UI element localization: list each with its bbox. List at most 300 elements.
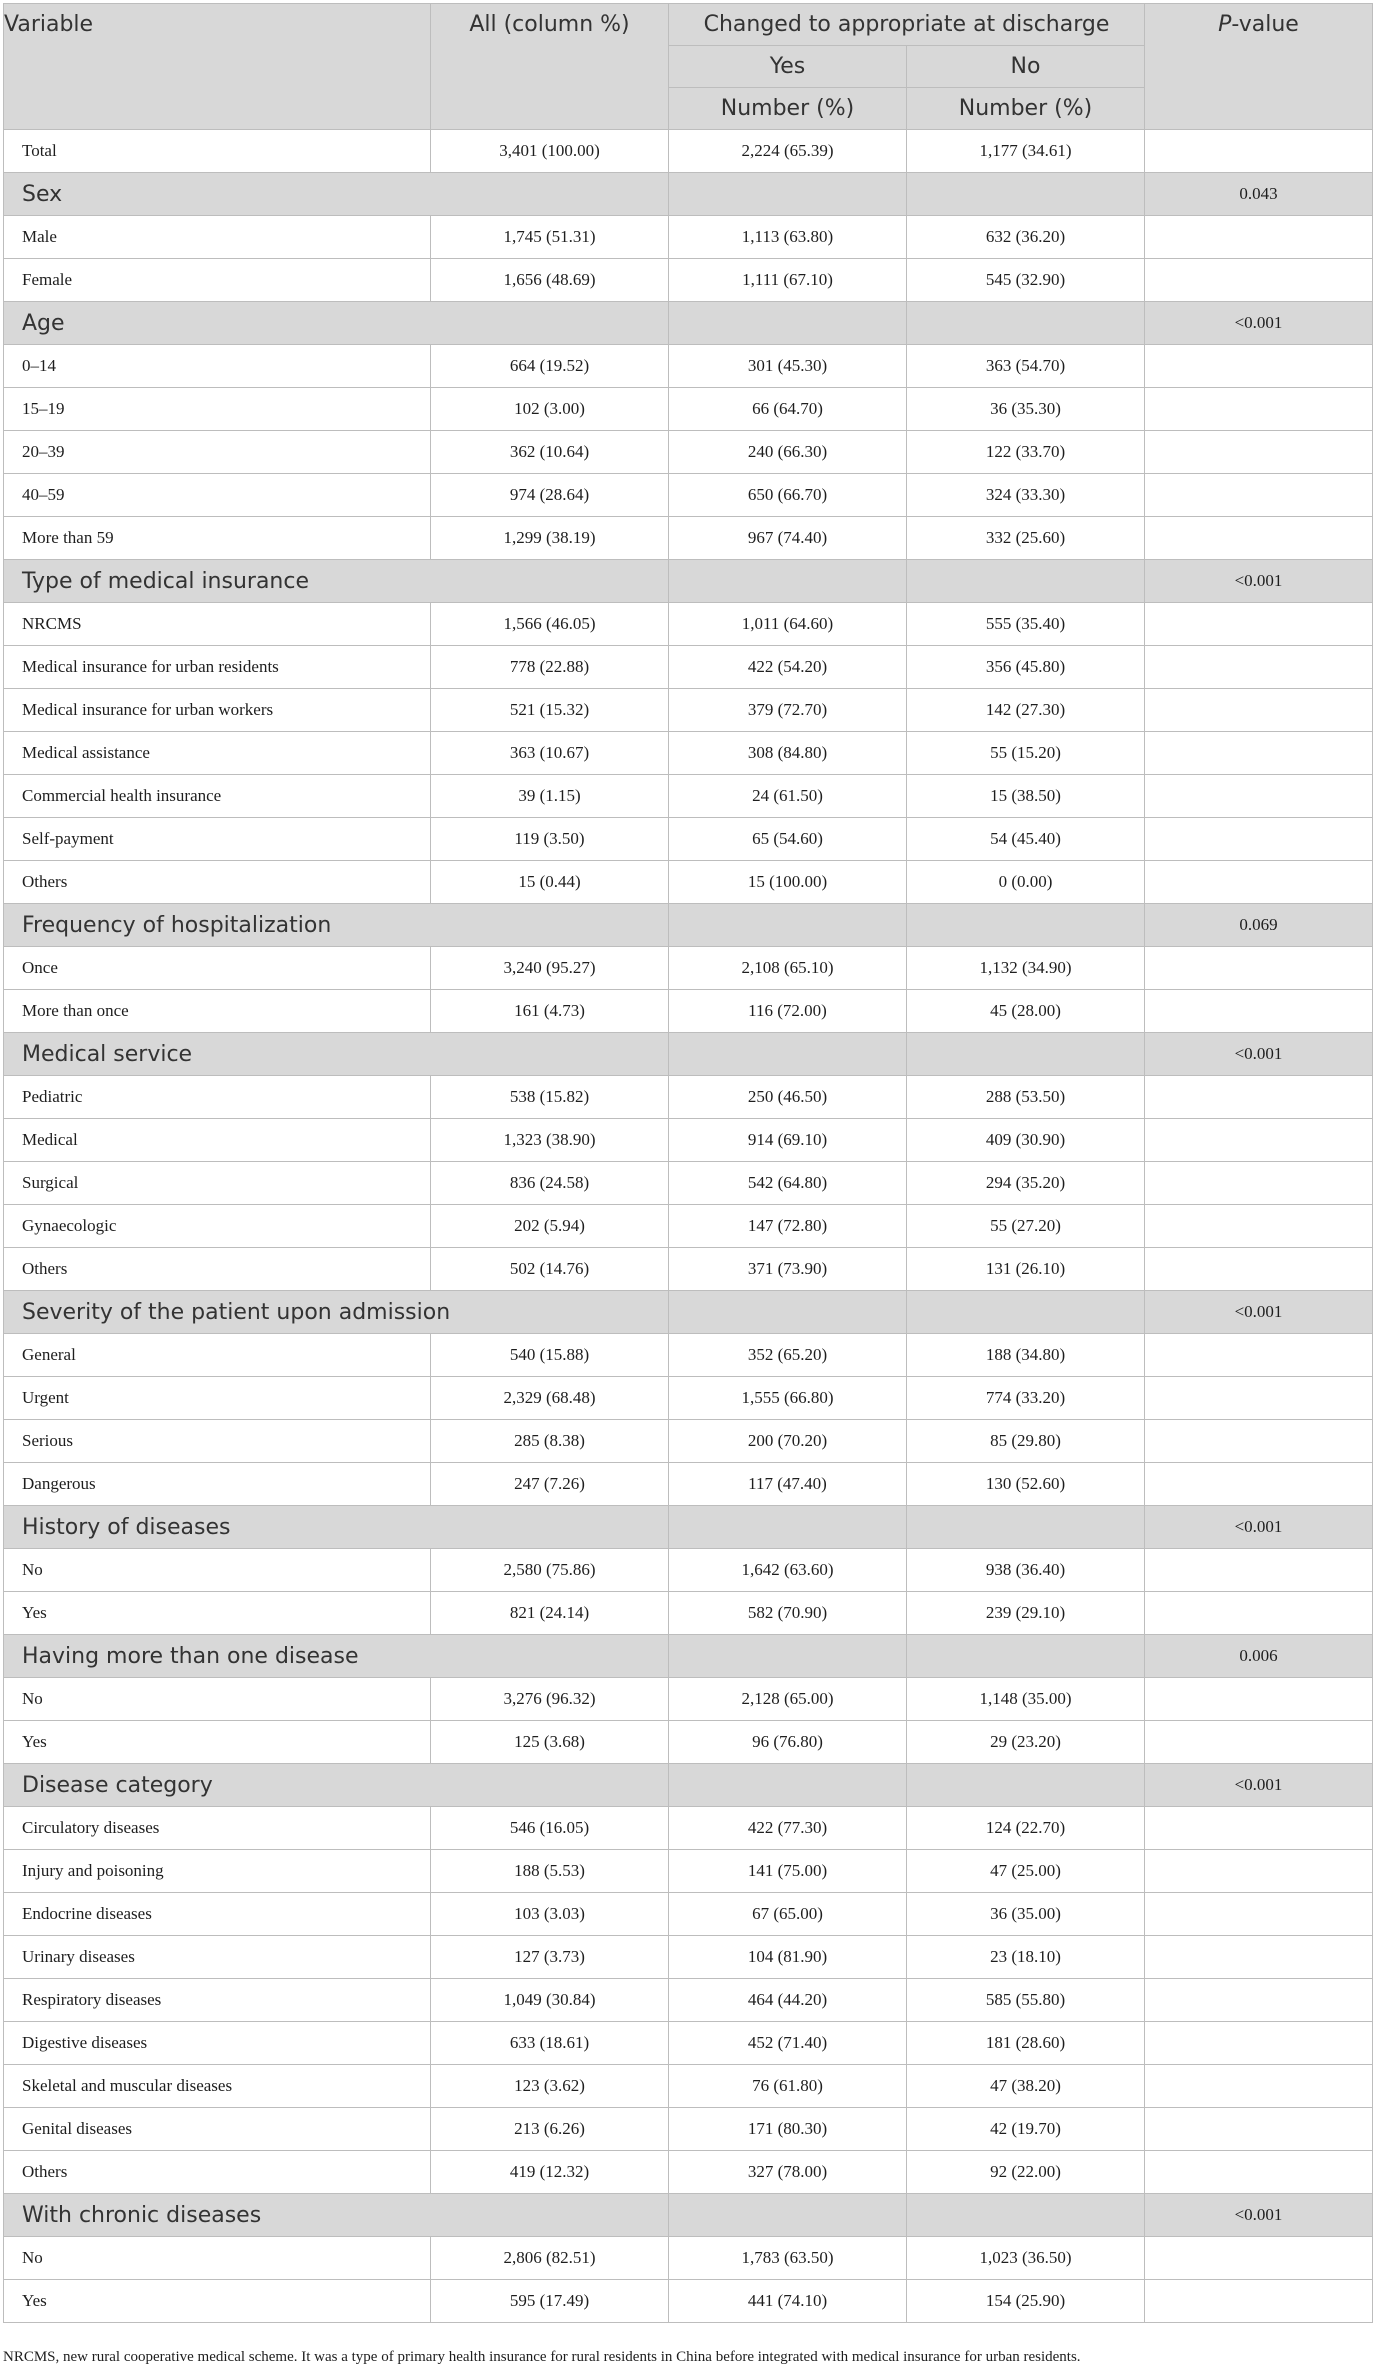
cell-pvalue [1145,130,1373,173]
cell-all: 2,580 (75.86) [431,1549,669,1592]
section-header-row [4,1635,1373,1678]
section-title: History of diseases [4,1506,669,1549]
cell-all: 546 (16.05) [431,1807,669,1850]
table-row [4,2151,1373,2194]
section-header-row [4,1033,1373,1076]
row-label: No [4,1678,431,1721]
cell-all: 15 (0.44) [431,861,669,904]
cell-pvalue [1145,1463,1373,1506]
cell-no: 122 (33.70) [907,431,1145,474]
row-label: No [4,2237,431,2280]
cell-all: 1,656 (48.69) [431,259,669,302]
section-empty-cell [669,1033,907,1076]
table-row [4,947,1373,990]
cell-all: 3,240 (95.27) [431,947,669,990]
row-label: Medical insurance for urban workers [4,689,431,732]
cell-pvalue [1145,1850,1373,1893]
cell-all: 974 (28.64) [431,474,669,517]
cell-no: 356 (45.80) [907,646,1145,689]
header-yes: Yes [669,46,907,88]
section-empty-cell [669,1635,907,1678]
cell-no: 92 (22.00) [907,2151,1145,2194]
table-row [4,990,1373,1033]
cell-yes: 1,011 (64.60) [669,603,907,646]
cell-no: 15 (38.50) [907,775,1145,818]
row-label: Medical insurance for urban residents [4,646,431,689]
cell-yes: 441 (74.10) [669,2280,907,2323]
cell-no: 55 (15.20) [907,732,1145,775]
header-pvalue-italic: P [1218,12,1232,37]
cell-all: 103 (3.03) [431,1893,669,1936]
section-pvalue: <0.001 [1145,560,1373,603]
cell-no: 124 (22.70) [907,1807,1145,1850]
table-row [4,646,1373,689]
cell-pvalue [1145,990,1373,1033]
cell-no: 294 (35.20) [907,1162,1145,1205]
cell-pvalue [1145,646,1373,689]
table-row [4,1549,1373,1592]
row-label: Others [4,1248,431,1291]
section-empty-cell [907,1033,1145,1076]
cell-no: 181 (28.60) [907,2022,1145,2065]
table-row [4,2108,1373,2151]
section-empty-cell [669,560,907,603]
table-row [4,1463,1373,1506]
cell-no: 1,023 (36.50) [907,2237,1145,2280]
row-label: Female [4,259,431,302]
cell-pvalue [1145,1334,1373,1377]
cell-pvalue [1145,947,1373,990]
row-label: Dangerous [4,1463,431,1506]
cell-pvalue [1145,2108,1373,2151]
table-row [4,1119,1373,1162]
table-row [4,2065,1373,2108]
table-row [4,1076,1373,1119]
cell-all: 1,566 (46.05) [431,603,669,646]
cell-pvalue [1145,732,1373,775]
table-row-total [4,130,1373,173]
section-header-row [4,904,1373,947]
section-empty-cell [907,1635,1145,1678]
cell-all: 2,329 (68.48) [431,1377,669,1420]
row-label: 0–14 [4,345,431,388]
cell-all: 285 (8.38) [431,1420,669,1463]
section-pvalue: <0.001 [1145,2194,1373,2237]
cell-pvalue [1145,2280,1373,2323]
cell-pvalue [1145,2237,1373,2280]
cell-no: 363 (54.70) [907,345,1145,388]
cell-yes: 371 (73.90) [669,1248,907,1291]
table-row [4,1807,1373,1850]
table-row [4,732,1373,775]
cell-yes: 250 (46.50) [669,1076,907,1119]
table-row [4,1420,1373,1463]
table-row [4,474,1373,517]
cell-pvalue [1145,259,1373,302]
row-label: Yes [4,2280,431,2323]
table-row [4,1592,1373,1635]
cell-no: 1,132 (34.90) [907,947,1145,990]
cell-yes: 452 (71.40) [669,2022,907,2065]
cell-all: 595 (17.49) [431,2280,669,2323]
row-label: No [4,1549,431,1592]
section-title: Severity of the patient upon admission [4,1291,669,1334]
cell-pvalue [1145,1721,1373,1764]
cell-yes: 147 (72.80) [669,1205,907,1248]
header-pvalue-rest: -value [1231,12,1299,37]
section-header-row [4,1764,1373,1807]
cell-pvalue [1145,1549,1373,1592]
cell-yes: 2,108 (65.10) [669,947,907,990]
row-label: General [4,1334,431,1377]
section-empty-cell [907,1506,1145,1549]
row-label: Pediatric [4,1076,431,1119]
section-pvalue: <0.001 [1145,1033,1373,1076]
table-row [4,1936,1373,1979]
row-label: Total [4,130,431,173]
cell-yes: 542 (64.80) [669,1162,907,1205]
data-table [3,3,1373,2323]
cell-no: 1,177 (34.61) [907,130,1145,173]
cell-yes: 1,783 (63.50) [669,2237,907,2280]
cell-all: 538 (15.82) [431,1076,669,1119]
section-header-row [4,560,1373,603]
cell-all: 102 (3.00) [431,388,669,431]
table-row [4,1377,1373,1420]
cell-all: 1,299 (38.19) [431,517,669,560]
table-row [4,517,1373,560]
table-row [4,1979,1373,2022]
section-empty-cell [669,1764,907,1807]
table-row [4,1721,1373,1764]
cell-all: 778 (22.88) [431,646,669,689]
cell-no: 545 (32.90) [907,259,1145,302]
cell-pvalue [1145,1248,1373,1291]
cell-pvalue [1145,474,1373,517]
row-label: Medical [4,1119,431,1162]
row-label: Urgent [4,1377,431,1420]
cell-pvalue [1145,431,1373,474]
cell-all: 119 (3.50) [431,818,669,861]
cell-pvalue [1145,1807,1373,1850]
table-row [4,689,1373,732]
table-row [4,1205,1373,1248]
cell-no: 29 (23.20) [907,1721,1145,1764]
cell-pvalue [1145,1592,1373,1635]
cell-pvalue [1145,1162,1373,1205]
cell-no: 85 (29.80) [907,1420,1145,1463]
row-label: Circulatory diseases [4,1807,431,1850]
cell-all: 188 (5.53) [431,1850,669,1893]
cell-yes: 66 (64.70) [669,388,907,431]
cell-pvalue [1145,2151,1373,2194]
row-label: Others [4,861,431,904]
cell-yes: 76 (61.80) [669,2065,907,2108]
row-label: Skeletal and muscular diseases [4,2065,431,2108]
table-row [4,1893,1373,1936]
table-row [4,2237,1373,2280]
cell-yes: 422 (54.20) [669,646,907,689]
cell-pvalue [1145,2065,1373,2108]
cell-yes: 582 (70.90) [669,1592,907,1635]
cell-all: 521 (15.32) [431,689,669,732]
section-pvalue: 0.069 [1145,904,1373,947]
cell-yes: 650 (66.70) [669,474,907,517]
cell-pvalue [1145,818,1373,861]
row-label: Male [4,216,431,259]
cell-all: 1,745 (51.31) [431,216,669,259]
table-row [4,345,1373,388]
cell-yes: 104 (81.90) [669,1936,907,1979]
cell-no: 332 (25.60) [907,517,1145,560]
cell-yes: 967 (74.40) [669,517,907,560]
section-header-row [4,302,1373,345]
cell-all: 419 (12.32) [431,2151,669,2194]
section-empty-cell [907,302,1145,345]
cell-pvalue [1145,388,1373,431]
cell-all: 540 (15.88) [431,1334,669,1377]
row-label: Once [4,947,431,990]
row-label: Injury and poisoning [4,1850,431,1893]
section-title: With chronic diseases [4,2194,669,2237]
cell-yes: 200 (70.20) [669,1420,907,1463]
row-label: Others [4,2151,431,2194]
row-label: Serious [4,1420,431,1463]
cell-yes: 914 (69.10) [669,1119,907,1162]
cell-yes: 464 (44.20) [669,1979,907,2022]
cell-pvalue [1145,775,1373,818]
header-pvalue [1145,4,1373,130]
cell-all: 2,806 (82.51) [431,2237,669,2280]
cell-yes: 141 (75.00) [669,1850,907,1893]
cell-all: 362 (10.64) [431,431,669,474]
cell-yes: 2,224 (65.39) [669,130,907,173]
table-row [4,431,1373,474]
table-row [4,1162,1373,1205]
cell-no: 632 (36.20) [907,216,1145,259]
section-title: Medical service [4,1033,669,1076]
table-row [4,2280,1373,2323]
cell-no: 142 (27.30) [907,689,1145,732]
section-pvalue: 0.006 [1145,1635,1373,1678]
section-empty-cell [669,2194,907,2237]
row-label: 15–19 [4,388,431,431]
cell-yes: 15 (100.00) [669,861,907,904]
section-title: Age [4,302,669,345]
cell-all: 123 (3.62) [431,2065,669,2108]
row-label: Respiratory diseases [4,1979,431,2022]
section-empty-cell [907,2194,1145,2237]
section-empty-cell [907,173,1145,216]
cell-pvalue [1145,1119,1373,1162]
cell-no: 23 (18.10) [907,1936,1145,1979]
cell-no: 55 (27.20) [907,1205,1145,1248]
section-header-row [4,1291,1373,1334]
table-row [4,1334,1373,1377]
cell-no: 288 (53.50) [907,1076,1145,1119]
cell-yes: 1,642 (63.60) [669,1549,907,1592]
row-label: Self-payment [4,818,431,861]
cell-all: 664 (19.52) [431,345,669,388]
cell-pvalue [1145,603,1373,646]
cell-yes: 1,113 (63.80) [669,216,907,259]
row-label: More than 59 [4,517,431,560]
cell-pvalue [1145,216,1373,259]
cell-yes: 240 (66.30) [669,431,907,474]
cell-all: 633 (18.61) [431,2022,669,2065]
cell-no: 1,148 (35.00) [907,1678,1145,1721]
row-label: Commercial health insurance [4,775,431,818]
cell-pvalue [1145,1893,1373,1936]
cell-yes: 327 (78.00) [669,2151,907,2194]
header-all: All (column %) [431,4,669,130]
section-title: Frequency of hospitalization [4,904,669,947]
cell-all: 202 (5.94) [431,1205,669,1248]
cell-pvalue [1145,345,1373,388]
table-row [4,259,1373,302]
section-title: Type of medical insurance [4,560,669,603]
cell-no: 36 (35.30) [907,388,1145,431]
section-empty-cell [669,1291,907,1334]
table-row [4,1248,1373,1291]
cell-no: 409 (30.90) [907,1119,1145,1162]
section-header-row [4,1506,1373,1549]
header-no: No [907,46,1145,88]
table-row [4,216,1373,259]
cell-pvalue [1145,1936,1373,1979]
cell-all: 127 (3.73) [431,1936,669,1979]
cell-no: 131 (26.10) [907,1248,1145,1291]
header-yes-sub: Number (%) [669,88,907,130]
section-empty-cell [907,904,1145,947]
row-label: Yes [4,1721,431,1764]
cell-no: 42 (19.70) [907,2108,1145,2151]
cell-all: 3,401 (100.00) [431,130,669,173]
cell-pvalue [1145,689,1373,732]
section-empty-cell [669,1506,907,1549]
table-header [4,4,1373,130]
cell-no: 45 (28.00) [907,990,1145,1033]
row-label: Gynaecologic [4,1205,431,1248]
cell-yes: 422 (77.30) [669,1807,907,1850]
cell-pvalue [1145,1678,1373,1721]
cell-no: 47 (25.00) [907,1850,1145,1893]
table-footnote: NRCMS, new rural cooperative medical scheme. It was a type of primary health insurance for rural residents in China before integrated with medical insurance for urban residents. [3,2349,1081,2365]
cell-pvalue [1145,517,1373,560]
section-pvalue: <0.001 [1145,1764,1373,1807]
table-row [4,1678,1373,1721]
cell-yes: 171 (80.30) [669,2108,907,2151]
cell-all: 247 (7.26) [431,1463,669,1506]
section-header-row [4,173,1373,216]
cell-no: 555 (35.40) [907,603,1145,646]
cell-all: 3,276 (96.32) [431,1678,669,1721]
cell-pvalue [1145,1979,1373,2022]
table-row [4,1850,1373,1893]
section-empty-cell [669,904,907,947]
cell-all: 363 (10.67) [431,732,669,775]
cell-all: 1,323 (38.90) [431,1119,669,1162]
cell-no: 774 (33.20) [907,1377,1145,1420]
cell-all: 39 (1.15) [431,775,669,818]
row-label: Endocrine diseases [4,1893,431,1936]
row-label: More than once [4,990,431,1033]
row-label: 20–39 [4,431,431,474]
cell-no: 585 (55.80) [907,1979,1145,2022]
cell-yes: 301 (45.30) [669,345,907,388]
cell-all: 161 (4.73) [431,990,669,1033]
row-label: NRCMS [4,603,431,646]
cell-all: 1,049 (30.84) [431,1979,669,2022]
cell-no: 324 (33.30) [907,474,1145,517]
cell-all: 125 (3.68) [431,1721,669,1764]
cell-all: 821 (24.14) [431,1592,669,1635]
table-row [4,388,1373,431]
cell-no: 47 (38.20) [907,2065,1145,2108]
cell-pvalue [1145,1377,1373,1420]
cell-yes: 352 (65.20) [669,1334,907,1377]
cell-all: 836 (24.58) [431,1162,669,1205]
row-label: Surgical [4,1162,431,1205]
header-changed: Changed to appropriate at discharge [669,4,1145,46]
cell-yes: 1,111 (67.10) [669,259,907,302]
cell-all: 213 (6.26) [431,2108,669,2151]
cell-yes: 117 (47.40) [669,1463,907,1506]
table-row [4,603,1373,646]
cell-yes: 65 (54.60) [669,818,907,861]
row-label: Genital diseases [4,2108,431,2151]
cell-all: 502 (14.76) [431,1248,669,1291]
section-empty-cell [669,302,907,345]
section-pvalue: <0.001 [1145,1506,1373,1549]
cell-no: 130 (52.60) [907,1463,1145,1506]
section-title: Sex [4,173,669,216]
table-body [4,130,1373,2323]
table-row [4,861,1373,904]
cell-pvalue [1145,1205,1373,1248]
section-pvalue: <0.001 [1145,1291,1373,1334]
section-empty-cell [907,1764,1145,1807]
section-title: Disease category [4,1764,669,1807]
cell-pvalue [1145,2022,1373,2065]
section-pvalue: <0.001 [1145,302,1373,345]
cell-yes: 379 (72.70) [669,689,907,732]
cell-pvalue [1145,861,1373,904]
header-no-sub: Number (%) [907,88,1145,130]
row-label: Yes [4,1592,431,1635]
row-label: Medical assistance [4,732,431,775]
cell-no: 938 (36.40) [907,1549,1145,1592]
section-pvalue: 0.043 [1145,173,1373,216]
cell-no: 54 (45.40) [907,818,1145,861]
table-row [4,775,1373,818]
cell-no: 36 (35.00) [907,1893,1145,1936]
cell-yes: 1,555 (66.80) [669,1377,907,1420]
row-label: Digestive diseases [4,2022,431,2065]
cell-pvalue [1145,1420,1373,1463]
row-label: Urinary diseases [4,1936,431,1979]
cell-yes: 308 (84.80) [669,732,907,775]
section-empty-cell [907,560,1145,603]
cell-yes: 24 (61.50) [669,775,907,818]
cell-no: 239 (29.10) [907,1592,1145,1635]
cell-yes: 96 (76.80) [669,1721,907,1764]
cell-yes: 116 (72.00) [669,990,907,1033]
section-header-row [4,2194,1373,2237]
section-empty-cell [669,173,907,216]
cell-pvalue [1145,1076,1373,1119]
cell-no: 0 (0.00) [907,861,1145,904]
